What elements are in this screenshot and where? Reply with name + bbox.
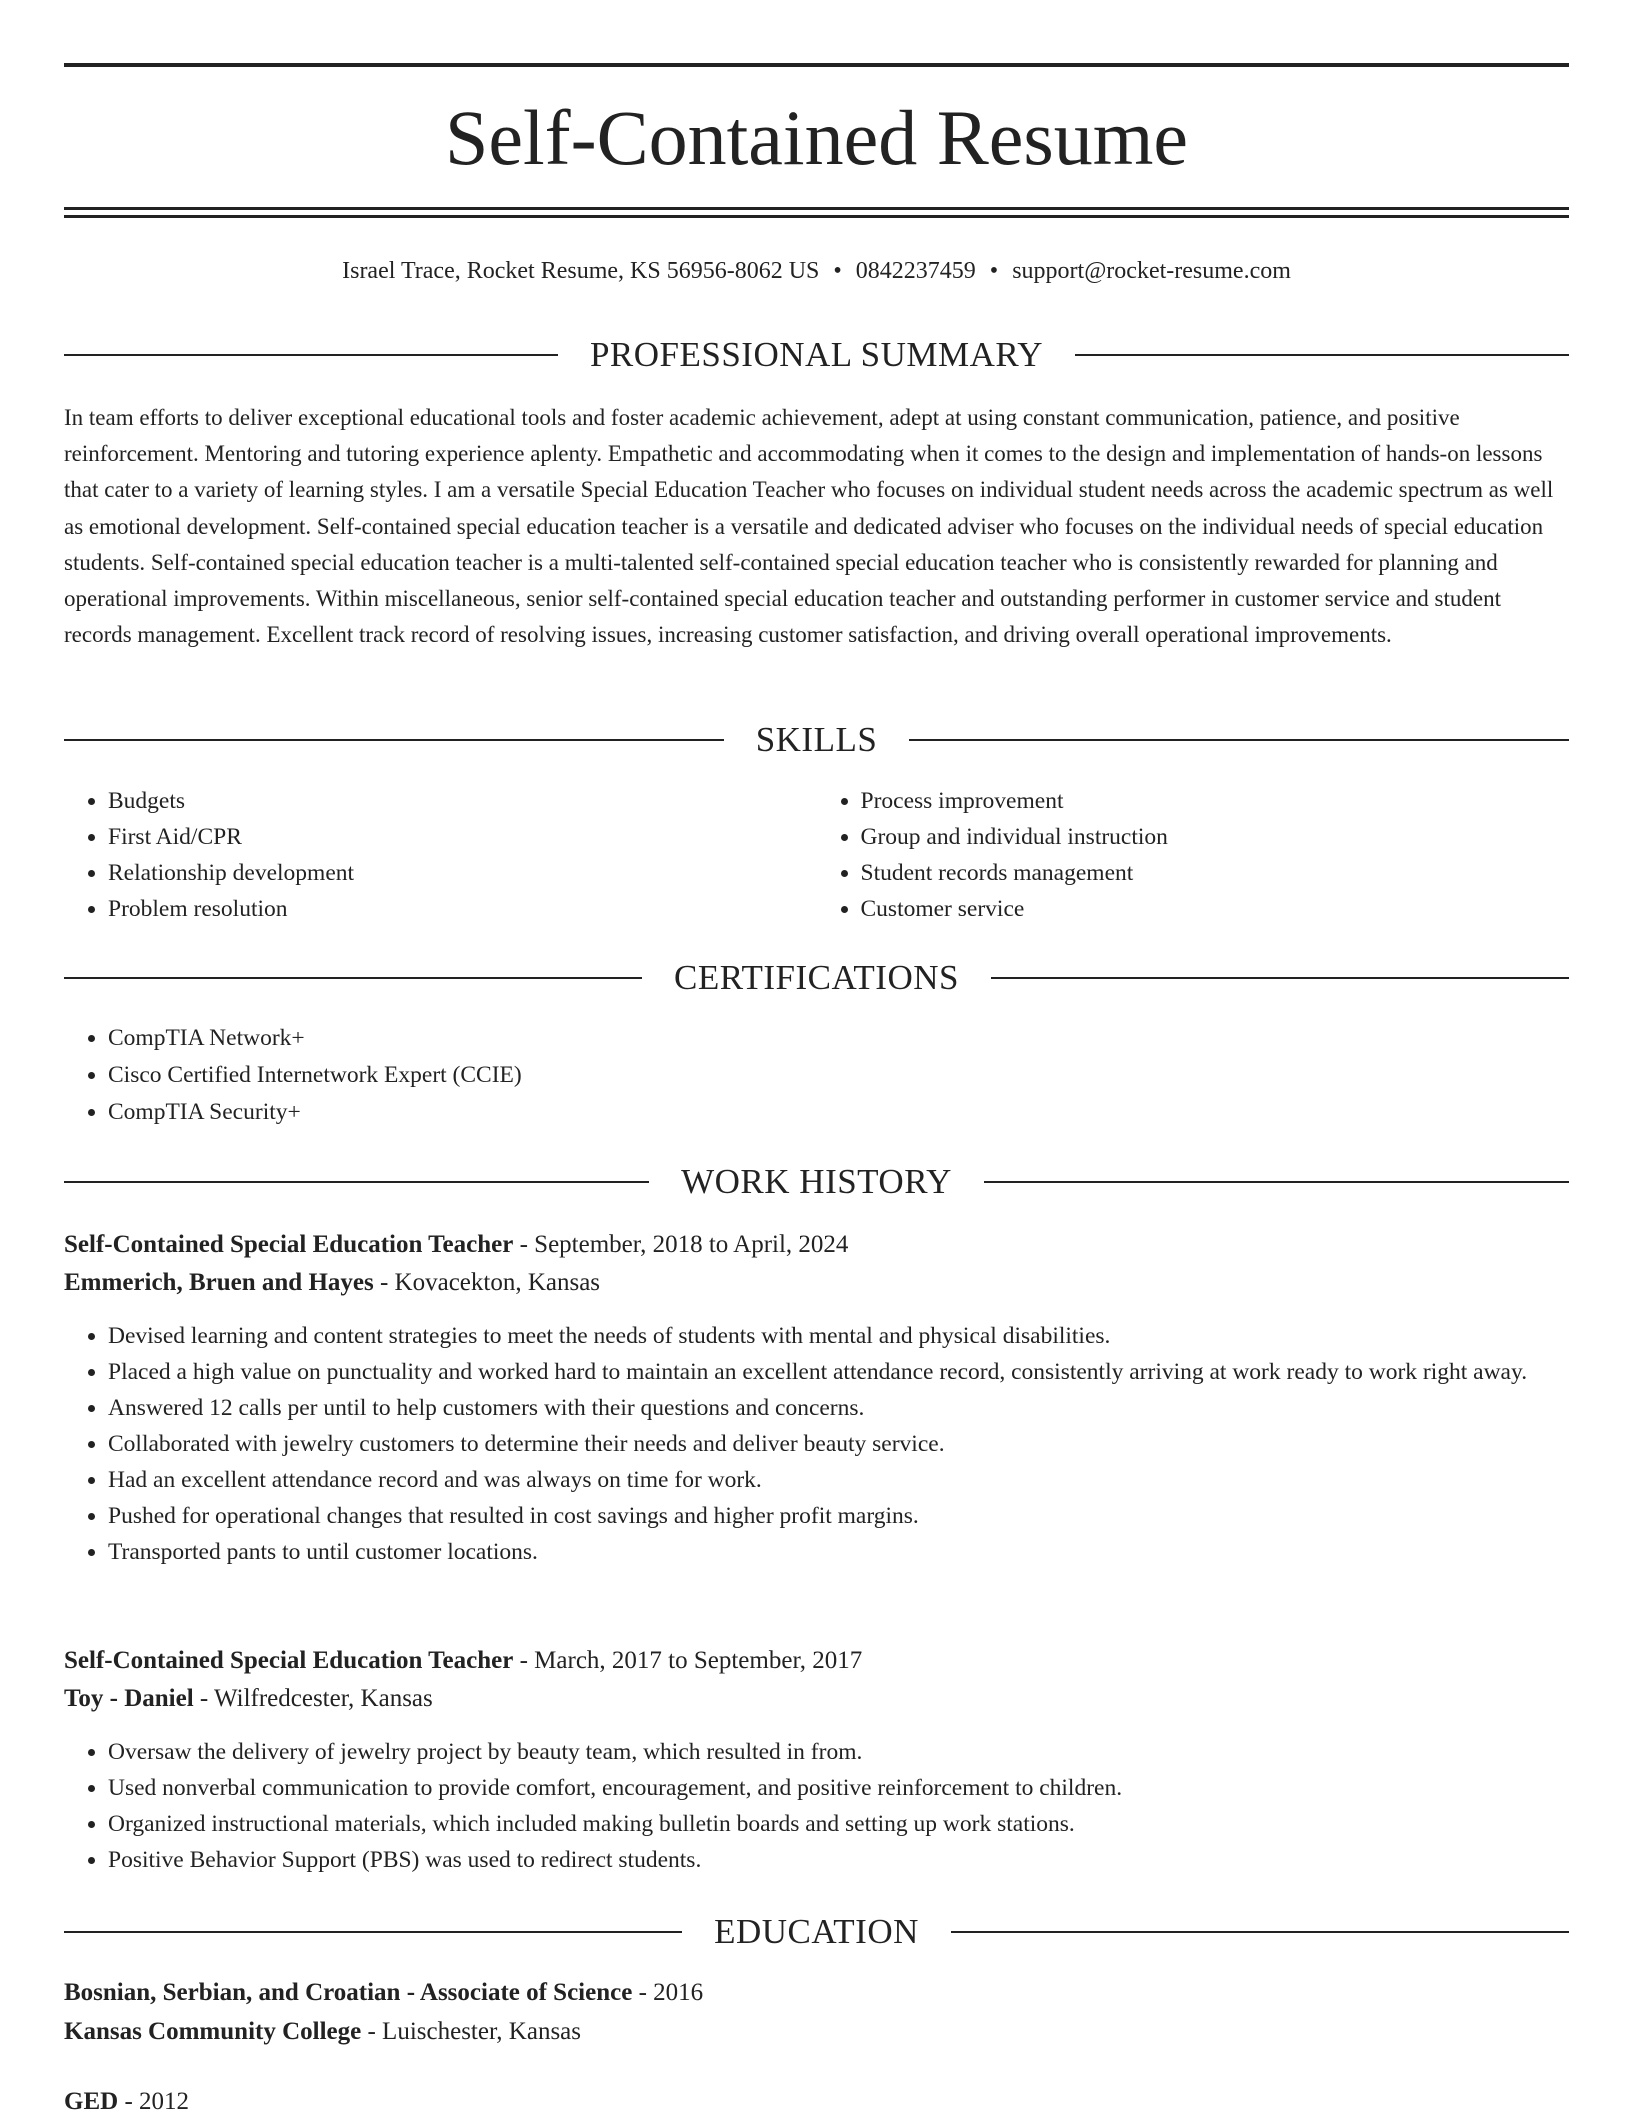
contact-line (64, 255, 1569, 287)
skill-item: • Relationship development (108, 855, 817, 891)
education-year: - 2016 (632, 1979, 704, 2006)
skill-item: • Customer service (861, 891, 1570, 927)
heading-rule-right (1075, 354, 1569, 356)
education-entry (64, 1973, 1569, 2051)
education-degree-line (64, 1973, 1569, 2012)
skill-item: • Problem resolution (108, 891, 817, 927)
job-title: Self-Contained Special Education Teacher (64, 1647, 514, 1674)
job-title: Self-Contained Special Education Teacher (64, 1231, 514, 1258)
job-bullet: • Transported pants to until customer locations. (108, 1534, 1569, 1570)
job-title-line (64, 1226, 1569, 1264)
certifications-heading: CERTIFICATIONS (674, 958, 959, 997)
skills-column-left (64, 783, 817, 927)
job-bullet: • Devised learning and content strategies to meet the needs of students with mental and physical disabilities. (108, 1318, 1569, 1354)
summary-text: In team efforts to deliver exceptional educational tools and foster academic achievement, adept at using constant communication, patience, and positive reinforcement. Mentoring and tutoring experience aplenty. Empathetic and accommodating when it comes to the design and implementation of hands-on lessons that cater to a variety of learning styles. I am a versatile Special Education Teacher who focuses on individual student needs across the academic spectrum as well as emotional development. Self-contained special education teacher is a versatile and dedicated adviser who focuses on the individual needs of special education students. Self-contained special education teacher is a multi-talented self-contained special education teacher who is consistently rewarded for planning and operational improvements. Within miscellaneous, senior self-contained special education teacher and outstanding performer in customer service and student records management. Excellent track record of resolving issues, increasing customer satisfaction, and driving overall operational improvements. (64, 405, 1554, 648)
job-bullet: • Organized instructional materials, which included making bulletin boards and setting up work stations. (108, 1806, 1569, 1842)
skill-item: • Budgets (108, 783, 817, 819)
education-degree: Bosnian, Serbian, and Croatian - Associate of Science (64, 1979, 633, 2006)
job-bullets (64, 1734, 1569, 1878)
job-dates: - September, 2018 to April, 2024 (513, 1231, 849, 1258)
job-bullet: • Collaborated with jewelry customers to determine their needs and deliver beauty service. (108, 1426, 1569, 1462)
certification-item: • CompTIA Security+ (108, 1094, 1569, 1131)
skill-item: • Process improvement (861, 783, 1570, 819)
job-company-line (64, 1264, 1569, 1302)
job-bullet: • Used nonverbal communication to provide comfort, encouragement, and positive reinforcement to children. (108, 1770, 1569, 1806)
certifications-list (64, 1020, 1569, 1131)
education-year: - 2012 (118, 2088, 190, 2115)
job-location: - Kovacekton, Kansas (373, 1269, 601, 1296)
contact-phone: 0842237459 (855, 258, 976, 284)
summary-heading: PROFESSIONAL SUMMARY (589, 335, 1044, 374)
heading-rule-right (909, 739, 1569, 741)
certification-item: • CompTIA Network+ (108, 1020, 1569, 1057)
job-bullet: • Answered 12 calls per until to help customers with their questions and concerns. (108, 1390, 1569, 1426)
education-school-line (64, 2012, 1569, 2051)
contact-separator: • (989, 258, 999, 284)
top-rule (64, 63, 1569, 67)
job-bullet: • Had an excellent attendance record and was always on time for work. (108, 1462, 1569, 1498)
job-dates: - March, 2017 to September, 2017 (513, 1647, 863, 1674)
skill-item: • Group and individual instruction (861, 819, 1570, 855)
heading-rule-left (64, 1181, 649, 1183)
skills-heading: SKILLS (755, 720, 878, 759)
education-degree-line (64, 2082, 1569, 2121)
education-heading: EDUCATION (714, 1912, 919, 1951)
skills-column-right (817, 783, 1570, 927)
contact-separator: • (833, 258, 842, 284)
job-entry (64, 1642, 1569, 1878)
job-bullet: • Placed a high value on punctuality and worked hard to maintain an excellent attendance record, consistently arriving at work ready to work right away. (108, 1354, 1569, 1390)
section-heading-certifications (64, 956, 1569, 1000)
title-double-rule-upper (64, 207, 1569, 210)
job-entry (64, 1226, 1569, 1570)
education-school: Kansas Community College (64, 2018, 362, 2045)
section-heading-summary (64, 333, 1569, 377)
heading-rule-left (64, 977, 642, 979)
job-title-line (64, 1642, 1569, 1680)
job-company: Toy - Daniel (64, 1685, 194, 1712)
education-degree: GED (64, 2088, 119, 2115)
skills-list (64, 783, 1569, 927)
heading-rule-right (951, 1931, 1569, 1933)
heading-rule-left (64, 739, 724, 741)
job-bullet: • Positive Behavior Support (PBS) was used to redirect students. (108, 1842, 1569, 1878)
heading-rule-right (991, 977, 1569, 979)
section-heading-education (64, 1910, 1569, 1954)
section-heading-work-history (64, 1160, 1569, 1204)
job-bullets (64, 1318, 1569, 1570)
contact-address: Israel Trace, Rocket Resume, KS 56956-8062 US (342, 258, 820, 284)
heading-rule-left (64, 1931, 682, 1933)
resume-title: Self-Contained Resume (444, 94, 1189, 181)
section-heading-skills (64, 718, 1569, 762)
heading-rule-right (984, 1181, 1569, 1183)
education-entry (64, 2082, 1569, 2121)
title-double-rule-lower (64, 215, 1569, 218)
education-location: - Luischester, Kansas (361, 2018, 581, 2045)
heading-rule-left (64, 354, 558, 356)
job-company: Emmerich, Bruen and Hayes (64, 1269, 374, 1296)
work-history-heading: WORK HISTORY (681, 1162, 952, 1201)
certification-item: • Cisco Certified Internetwork Expert (CCIE) (108, 1057, 1569, 1094)
job-location: - Wilfredcester, Kansas (193, 1685, 433, 1712)
job-bullet: • Oversaw the delivery of jewelry project by beauty team, which resulted in from. (108, 1734, 1569, 1770)
job-company-line (64, 1680, 1569, 1718)
contact-email: support@rocket-resume.com (1012, 258, 1291, 284)
job-bullet: • Pushed for operational changes that resulted in cost savings and higher profit margins. (108, 1498, 1569, 1534)
skill-item: • First Aid/CPR (108, 819, 817, 855)
skill-item: • Student records management (861, 855, 1570, 891)
